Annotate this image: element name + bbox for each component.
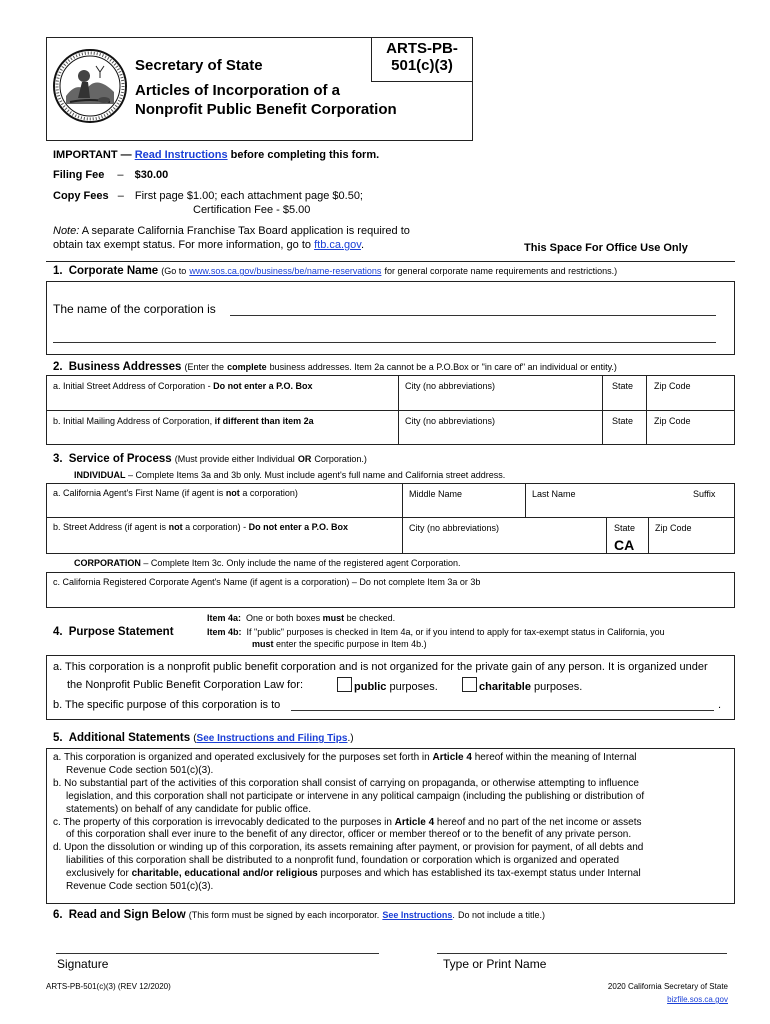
divider <box>398 375 399 445</box>
signature-input[interactable] <box>56 953 379 954</box>
agent-city-field[interactable]: City (no abbreviations) <box>409 523 500 533</box>
purpose-4a-line1: a. This corporation is a nonprofit public benefit corporation and is not organized for the private gain of any person. It is organized under <box>53 661 708 673</box>
org-name: Secretary of State <box>135 57 263 74</box>
street-address-field[interactable]: a. Initial Street Address of Corporation - Do not enter a P.O. Box <box>53 381 313 391</box>
section-1-heading: 1. Corporate Name (Go to www.sos.ca.gov/business/be/name-reservations for general corporate name requirements and restrictions.) <box>53 265 618 277</box>
agent-state-label: State <box>614 523 636 533</box>
corp-name-input[interactable] <box>230 315 716 316</box>
certification-fee: Certification Fee - $5.00 <box>193 204 311 216</box>
agent-first-name-field[interactable]: a. California Agent's First Name (if agent is not a corporation) <box>53 488 298 498</box>
agent-street-field[interactable]: b. Street Address (if agent is not a corporation) - Do not enter a P.O. Box <box>53 522 348 532</box>
section-1-box <box>46 281 735 355</box>
specific-purpose-end: . <box>718 699 722 711</box>
street-zip-field[interactable]: Zip Code <box>654 381 691 391</box>
divider <box>602 375 603 445</box>
name-reservations-link[interactable]: www.sos.ca.gov/business/be/name-reservations <box>189 266 382 276</box>
state-seal <box>52 44 128 128</box>
divider <box>46 261 735 262</box>
public-checkbox[interactable] <box>337 677 352 692</box>
mailing-city-field[interactable]: City (no abbreviations) <box>405 416 496 426</box>
bizfile-link[interactable]: bizfile.sos.ca.gov <box>667 995 728 1004</box>
public-purposes-option[interactable]: public purposes. <box>337 677 438 693</box>
print-name-input[interactable] <box>437 953 727 954</box>
specific-purpose-label: b. The specific purpose of this corporation is to <box>53 699 281 711</box>
read-instructions-link[interactable]: Read Instructions <box>134 149 228 161</box>
mailing-zip-field[interactable]: Zip Code <box>654 416 691 426</box>
charitable-purposes-option[interactable]: charitable purposes. <box>462 677 582 693</box>
signature-label: Signature <box>57 957 109 971</box>
divider <box>606 517 607 554</box>
section-2-heading: 2. Business Addresses (Enter the complete business addresses. Item 2a cannot be a P.O.Box or "in care of" an individual or entity.) <box>53 361 617 373</box>
agent-zip-field[interactable]: Zip Code <box>655 523 692 533</box>
registered-agent-label: c. California Registered Corporate Agent's Name (if agent is a corporation) – Do not complete Item 3a or 3b <box>53 577 481 587</box>
item-4b-note: Item 4b: If "public" purposes is checked in Item 4a, or if you intend to apply for tax-exempt status in California, you must enter the specific purpose in Item 4b.) <box>207 627 665 649</box>
agent-middle-name-field[interactable]: Middle Name <box>409 489 463 499</box>
divider <box>646 375 647 445</box>
mailing-state-field[interactable]: State <box>612 416 634 426</box>
form-id: ARTS-PB- 501(c)(3) <box>386 40 458 74</box>
print-name-label: Type or Print Name <box>443 957 547 971</box>
sign-instructions-link[interactable]: See Instructions <box>382 910 453 920</box>
divider <box>46 517 735 518</box>
divider <box>402 483 403 517</box>
office-use-label: This Space For Office Use Only <box>524 242 688 254</box>
corporation-instructions: CORPORATION – Complete Item 3c. Only include the name of the registered agent Corporation. <box>74 558 461 568</box>
divider <box>525 483 526 517</box>
section-5-heading: 5. Additional Statements (See Instructions and Filing Tips.) <box>53 732 354 744</box>
agent-last-name-field[interactable]: Last Name <box>532 489 576 499</box>
section-4-heading: 4. Purpose Statement <box>53 626 174 638</box>
individual-instructions: INDIVIDUAL – Complete Items 3a and 3b only. Must include agent's full name and California street address. <box>74 470 506 480</box>
form-title: Articles of Incorporation of a Nonprofit Public Benefit Corporation <box>135 82 397 118</box>
agent-suffix-field[interactable]: Suffix <box>693 489 716 499</box>
form-revision: ARTS-PB-501(c)(3) (REV 12/2020) <box>46 982 171 991</box>
street-state-field[interactable]: State <box>612 381 634 391</box>
section-3-heading: 3. Service of Process (Must provide either Individual OR Corporation.) <box>53 453 367 465</box>
agent-state-value: CA <box>614 537 635 553</box>
note: Note: A separate California Franchise Tax Board application is required to obtain tax exempt status. For more information, go to ftb.ca.gov. <box>53 225 410 251</box>
important-line: IMPORTANT — Read Instructions before completing this form. <box>53 149 380 161</box>
charitable-checkbox[interactable] <box>462 677 477 692</box>
purpose-4a-line2: the Nonprofit Public Benefit Corporation Law for: <box>67 679 304 691</box>
item-4a-note: Item 4a: One or both boxes must be checked. <box>207 613 396 623</box>
filing-fee: Filing Fee – $30.00 <box>53 169 169 181</box>
statements-text: a. This corporation is organized and operated exclusively for the purposes set forth in Article 4 hereof within the meaning of Internal Revenue Code section 501(c)(3). b. No substantial part of the activities of this corporation shall consist of carrying on propaganda, or otherwise attempting to influence legislation, and this corporation shall not participate or intervene in any political campaign (including the publishing or distribution of statements) on behalf of any candidate for public office. c. The property of this corporation is irrevocably dedicated to the purposes in Article 4 hereof and no part of the net income or assets of this corporation shall ever inure to the benefit of any director, officer or member thereof or to the benefit of any private person. d. Upon the dissolution or winding up of this corporation, its assets remaining after payment, or provision for payment, of all debts and liabilities of this corporation shall be distributed to a nonprofit fund, foundation or corporation which is organized and operated exclusively for charitable, educational and/or religious purposes and which has established its tax-exempt status under Internal Revenue Code section 501(c)(3). <box>53 752 645 893</box>
copy-fees: Copy Fees – First page $1.00; each attachment page $0.50; <box>53 190 363 202</box>
specific-purpose-input[interactable] <box>291 710 714 711</box>
mailing-address-field[interactable]: b. Initial Mailing Address of Corporation, if different than item 2a <box>53 416 314 426</box>
ftb-link[interactable]: ftb.ca.gov <box>314 239 361 251</box>
corp-name-input-line2[interactable] <box>53 342 716 343</box>
copyright: 2020 California Secretary of State <box>607 982 728 991</box>
filing-tips-link[interactable]: See Instructions and Filing Tips <box>196 733 348 744</box>
street-city-field[interactable]: City (no abbreviations) <box>405 381 496 391</box>
divider <box>648 517 649 554</box>
section-6-heading: 6. Read and Sign Below (This form must be signed by each incorporator. See Instructions. Do not include a title.) <box>53 909 546 921</box>
divider <box>402 517 403 554</box>
corp-name-label: The name of the corporation is <box>53 302 216 316</box>
divider <box>46 410 735 411</box>
